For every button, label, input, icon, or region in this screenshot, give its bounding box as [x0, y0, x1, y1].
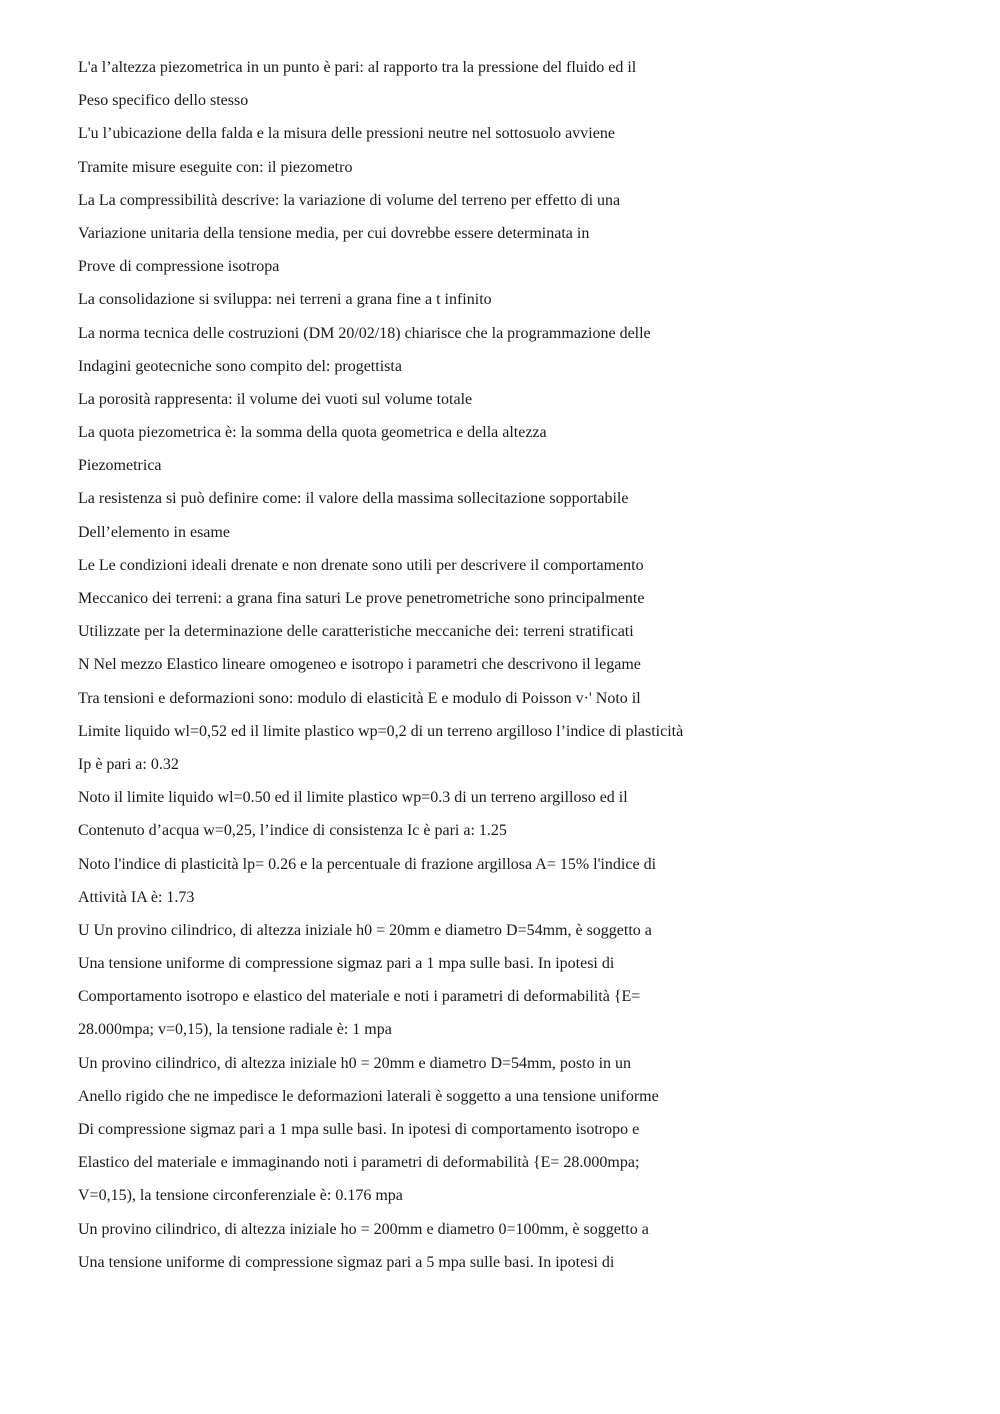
text-line: V=0,15), la tensione circonferenziale è: 0.176 mpa [78, 1187, 403, 1205]
text-line: Contenuto d’acqua w=0,25, l’indice di consistenza Ic è pari a: 1.25 [78, 822, 507, 840]
text-line: Attività IA è: 1.73 [78, 888, 195, 906]
text-line: La porosità rappresenta: il volume dei vuoti sul volume totale [78, 390, 473, 408]
text-line: Anello rigido che ne impedisce le deformazioni laterali è soggetto a una tensione uniforme [78, 1087, 659, 1105]
text-line: L'u l’ubicazione della falda e la misura delle pressioni neutre nel sottosuolo avviene [78, 125, 615, 143]
text-line: Ip è pari a: 0.32 [78, 755, 179, 773]
text-line: Le Le condizioni ideali drenate e non drenate sono utili per descrivere il comportamento [78, 556, 644, 574]
text-line: 28.000mpa; v=0,15), la tensione radiale è: 1 mpa [78, 1021, 392, 1039]
text-line: La consolidazione si sviluppa: nei terreni a grana fine a t infinito [78, 291, 492, 309]
text-line: N Nel mezzo Elastico lineare omogeneo e isotropo i parametri che descrivono il legame [78, 656, 641, 674]
text-line: Un provino cilindrico, di altezza iniziale ho = 200mm e diametro 0=100mm, è soggetto a [78, 1220, 649, 1238]
text-line: Di compressione sigmaz pari a 1 mpa sulle basi. In ipotesi di comportamento isotropo e [78, 1121, 640, 1138]
text-line: Peso specifico dello stesso [78, 92, 249, 110]
text-line: Noto il limite liquido wl=0.50 ed il limite plastico wp=0.3 di un terreno argilloso ed il [78, 789, 628, 807]
text-line: Limite liquido wl=0,52 ed il limite plastico wp=0,2 di un terreno argilloso l’indice di plasticità [78, 722, 684, 740]
document-text [78, 55, 978, 1283]
text-line: Un provino cilindrico, di altezza iniziale h0 = 20mm e diametro D=54mm, posto in un [78, 1054, 632, 1072]
text-line: La La compressibilità descrive: la variazione di volume del terreno per effetto di una [78, 191, 621, 209]
text-line: Tramite misure eseguite con: il piezometro [78, 158, 353, 176]
text-line: Elastico del materiale e immaginando noti i parametri di deformabilità {E= 28.000mpa; [78, 1154, 640, 1172]
text-line: U Un provino cilindrico, di altezza iniziale h0 = 20mm e diametro D=54mm, è soggetto a [78, 921, 652, 939]
text-line: Comportamento isotropo e elastico del materiale e noti i parametri di deformabilità {E= [78, 988, 641, 1006]
text-line: Piezometrica [78, 457, 162, 475]
text-line: Variazione unitaria della tensione media, per cui dovrebbe essere determinata in [78, 224, 590, 242]
text-line: L'a l’altezza piezometrica in un punto è pari: al rapporto tra la pressione del fluido ed il [78, 59, 637, 76]
text-line: Tra tensioni e deformazioni sono: modulo di elasticità E e modulo di Poisson v·' Noto il [78, 689, 641, 707]
text-line: Meccanico dei terreni: a grana fina saturi Le prove penetrometriche sono principalmente [78, 590, 645, 607]
text-line: La quota piezometrica è: la somma della quota geometrica e della altezza [78, 424, 547, 442]
text-line: Indagini geotecniche sono compito del: progettista [78, 357, 402, 375]
text-line: Una tensione uniforme di compressione sigmaz pari a 1 mpa sulle basi. In ipotesi di [78, 955, 615, 973]
text-line: Una tensione uniforme di compressione sìgmaz pari a 5 mpa sulle basi. In ipotesi di [78, 1253, 615, 1271]
text-line: La resistenza si può definire come: il valore della massima sollecitazione sopportabile [78, 490, 629, 508]
text-line: Dell’elemento in esame [78, 523, 230, 541]
text-line: La norma tecnica delle costruzioni (DM 20/02/18) chiarisce che la programmazione delle [78, 324, 651, 342]
text-line: Utilizzate per la determinazione delle caratteristiche meccaniche dei: terreni stratificati [78, 623, 634, 641]
text-line: Prove di compressione isotropa [78, 258, 280, 276]
text-line: Noto l'indice di plasticità lp= 0.26 e la percentuale di frazione argillosa A= 15% l'indice di [78, 855, 657, 873]
